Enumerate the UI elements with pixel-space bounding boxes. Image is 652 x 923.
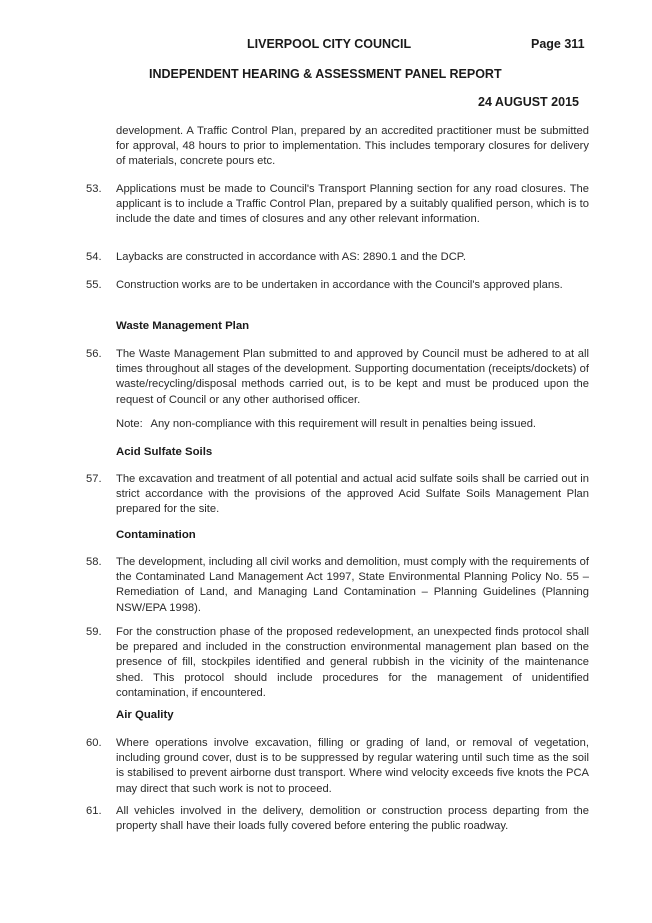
item-text-58: The development, including all civil works and demolition, must comply with the requirements of the Contaminated Land Management Act 1997, State Environmental Planning Policy No. 55 – Remediation of Land, and Managing Land Contamination – Planning Guidelines (Planning NSW/EPA 1998). [116,556,589,614]
item-text-54: Laybacks are constructed in accordance with AS: 2890.1 and the DCP. [116,251,466,263]
item-text-61: All vehicles involved in the delivery, demolition or construction process departing from the property shall have their loads fully covered before entering the public roadway. [116,805,589,833]
item-text-55: Construction works are to be undertaken in accordance with the Council's approved plans. [116,279,563,291]
item-number-57: 57. [86,473,102,485]
item-number-58: 58. [86,556,102,568]
council-name: LIVERPOOL CITY COUNCIL [247,37,412,51]
item-text-56: The Waste Management Plan submitted to and approved by Council must be adhered to at all times throughout all stages of the development. Supporting documentation (receipts/dockets) of waste/recycling/disposal methods carried out, is to be kept and must be produced upon the request of Council or any other authorised officer. [116,348,589,406]
continuation-paragraph: development. A Traffic Control Plan, prepared by an accredited practitioner must be submitted for approval, 48 hours to prior to implementation. This includes temporary closures for delivery of materials, concrete pours etc. [116,125,589,168]
item-text-57: The excavation and treatment of all potential and actual acid sulfate soils shall be carried out in strict accordance with the provisions of the approved Acid Sulfate Soils Management Plan prepared for the site. [116,473,589,516]
heading-air-quality: Air Quality [116,709,174,721]
heading-contamination: Contamination [116,529,196,541]
item-number-55: 55. [86,279,102,291]
item-number-54: 54. [86,251,102,263]
item-number-60: 60. [86,737,102,749]
report-date: 24 AUGUST 2015 [478,95,579,109]
item-number-59: 59. [86,626,102,638]
item-number-53: 53. [86,183,102,195]
item-text-53: Applications must be made to Council's Transport Planning section for any road closures. The applicant is to include a Traffic Control Plan, prepared by a suitably qualified person, which is to include the date and times of closures and any other relevant information. [116,183,589,226]
item-number-61: 61. [86,805,102,817]
note-paragraph [116,417,589,432]
heading-acid-sulfate-soils: Acid Sulfate Soils [116,446,213,458]
note-label: Note: [116,418,143,430]
report-title: INDEPENDENT HEARING & ASSESSMENT PANEL REPORT [149,67,502,81]
heading-waste-management: Waste Management Plan [116,320,250,332]
page-number: Page 311 [531,37,585,51]
item-text-59: For the construction phase of the proposed redevelopment, an unexpected finds protocol shall be prepared and included in the construction environmental management plan based on the presence of fill, stockpiles identified and general rubbish in the vicinity of the maintenance shed. This protocol should include procedures for the management of unidentified contamination, if encountered. [116,626,589,699]
item-text-60: Where operations involve excavation, filling or grading of land, or removal of vegetation, including ground cover, dust is to be suppressed by regular watering until such time as the soil is stabilised to prevent airborne dust transport. Where wind velocity exceeds five knots the PCA may direct that such work is not to proceed. [116,737,589,795]
note-text: Any non-compliance with this requirement will result in penalties being issued. [150,418,537,430]
item-number-56: 56. [86,348,102,360]
